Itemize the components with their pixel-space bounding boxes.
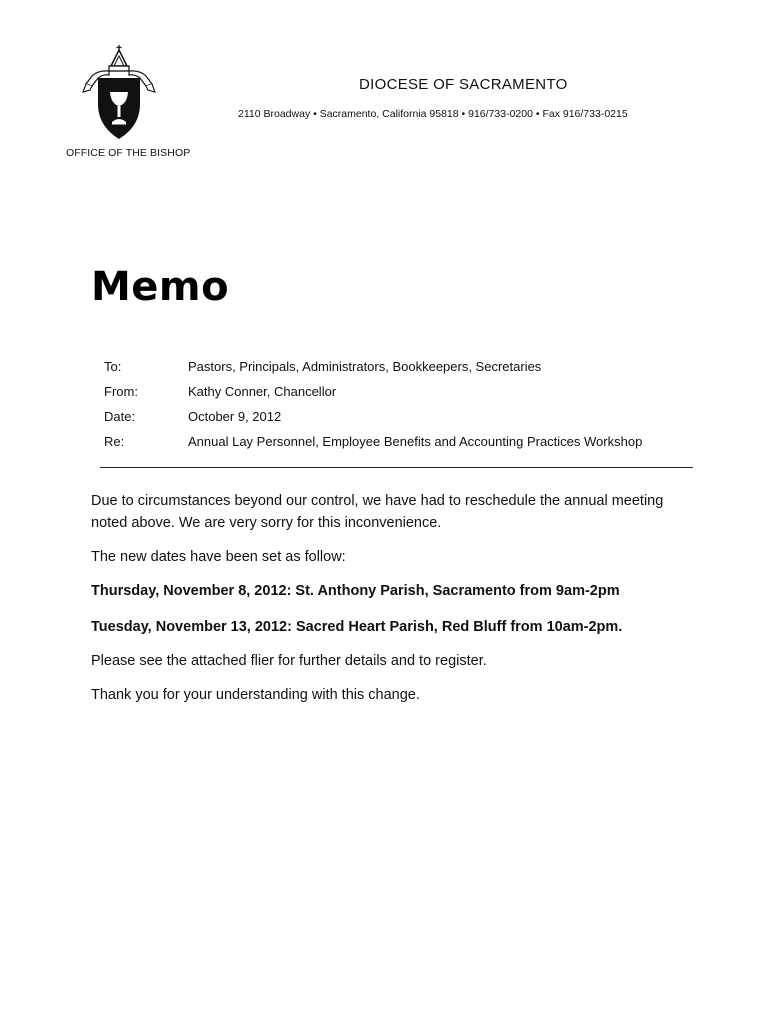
office-label: OFFICE OF THE BISHOP: [66, 147, 191, 159]
organization-address: 2110 Broadway • Sacramento, California 95818 • 916/733-0200 • Fax 916/733-0215: [238, 108, 628, 120]
to-label: To:: [104, 359, 122, 374]
meeting-date-1: Thursday, November 8, 2012: St. Anthony Parish, Sacramento from 9am-2pm: [91, 583, 620, 599]
re-value: Annual Lay Personnel, Employee Benefits and Accounting Practices Workshop: [188, 434, 643, 449]
re-label: Re:: [104, 434, 125, 449]
to-value: Pastors, Principals, Administrators, Bookkeepers, Secretaries: [188, 359, 542, 374]
body-paragraph-4: Thank you for your understanding with this change.: [91, 687, 420, 703]
body-paragraph-2: The new dates have been set as follow:: [91, 549, 346, 565]
body-paragraph-3: Please see the attached flier for further details and to register.: [91, 653, 487, 669]
header-divider: [100, 467, 693, 468]
from-value: Kathy Conner, Chancellor: [188, 384, 337, 399]
memo-title: Memo: [91, 264, 230, 310]
from-label: From:: [104, 384, 138, 399]
diocese-crest-icon: [78, 44, 160, 146]
date-value: October 9, 2012: [188, 409, 282, 424]
date-label: Date:: [104, 409, 136, 424]
meeting-date-2: Tuesday, November 13, 2012: Sacred Heart Parish, Red Bluff from 10am-2pm.: [91, 619, 623, 635]
organization-name: DIOCESE OF SACRAMENTO: [359, 76, 568, 93]
body-paragraph-1: Due to circumstances beyond our control, we have had to reschedule the annual meeting noted above. We are very sorry for this inconvenience.: [91, 493, 664, 531]
